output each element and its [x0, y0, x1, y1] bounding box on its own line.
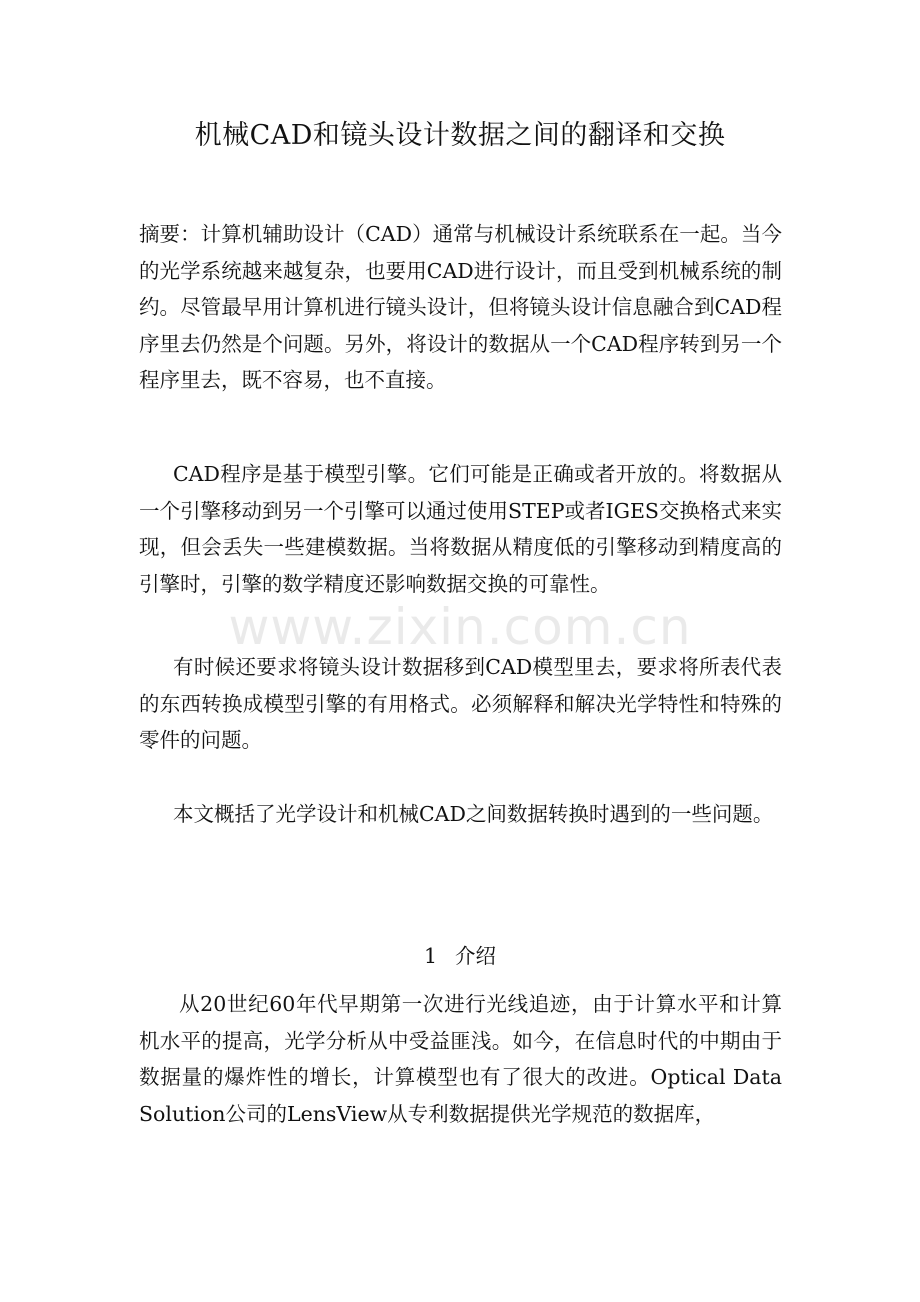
intro-paragraph: 从20世纪60年代早期第一次进行光线追迹，由于计算水平和计算机水平的提高，光学分析从中受益匪浅。如今，在信息时代的中期由于数据量的爆炸性的增长，计算模型也有了很大的改进。Optical Data Solution公司的LensView从专利数据提供光学规范的数据库， — [139, 992, 782, 1126]
section-heading — [0, 938, 920, 974]
document-title: 机械CAD和镜头设计数据之间的翻译和交换 — [194, 120, 726, 151]
body-paragraph: 有时候还要求将镜头设计数据移到CAD模型里去，要求将所表代表的东西转换成模型引擎的有用格式。必须解释和解决光学特性和特殊的零件的问题。 — [139, 655, 782, 752]
abstract-paragraph: 摘要：计算机辅助设计（CAD）通常与机械设计系统联系在一起。当今的光学系统越来越复杂，也要用CAD进行设计，而且受到机械系统的制约。尽管最早用计算机进行镜头设计，但将镜头设计信息融合到CAD程序里去仍然是个问题。另外，将设计的数据从一个CAD程序转到另一个程序里去，既不容易，也不直接。 — [139, 222, 782, 392]
section-number: 1 — [423, 944, 438, 968]
body-paragraph: 本文概括了光学设计和机械CAD之间数据转换时遇到的一些问题。 — [173, 802, 774, 826]
watermark: www.zixin.com.cn — [228, 598, 692, 656]
section-title: 介绍 — [455, 944, 497, 968]
body-paragraph: CAD程序是基于模型引擎。它们可能是正确或者开放的。将数据从一个引擎移动到另一个引擎可以通过使用STEP或者IGES交换格式来实现，但会丢失一些建模数据。当将数据从精度低的引擎移动到精度高的引擎时，引擎的数学精度还影响数据交换的可靠性。 — [139, 462, 782, 596]
